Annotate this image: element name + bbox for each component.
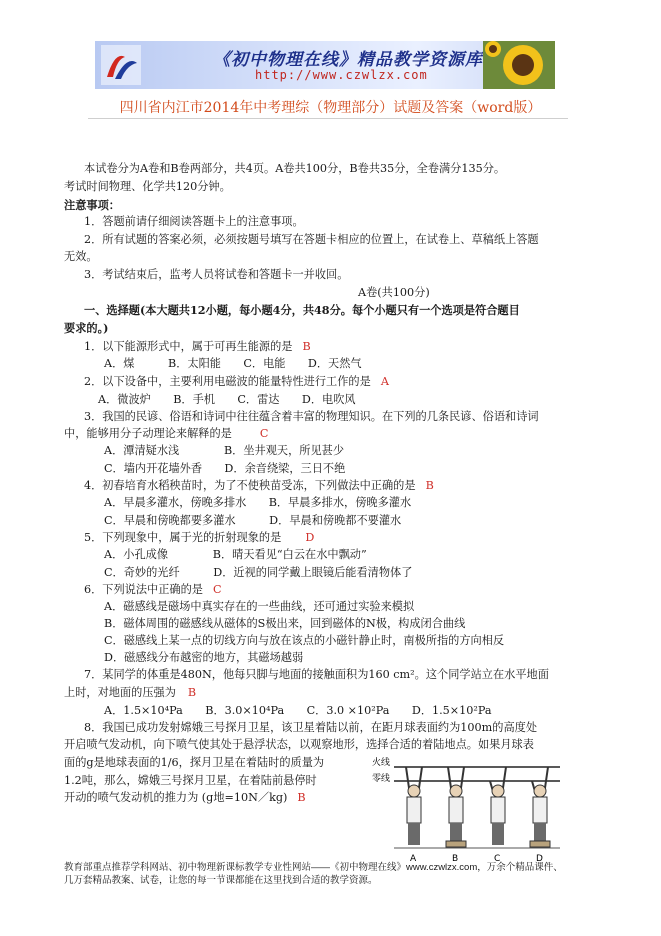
question-8-stem: 8．我国已成功发射嫦娥三号探月卫星，该卫星着陆以前，在距月球表面约为100m的高度处 [84,721,538,734]
person-d [530,767,550,847]
question-5-stem [84,531,314,545]
question-6-option-d: D．磁感线分布越密的地方，其磁场越弱 [104,651,304,664]
document-title: 四川省内江市2014年中考理综（物理部分）试题及答案（word版） [119,100,542,116]
question-stem-text: 5．下列现象中，属于光的折射现象的是 [84,531,282,544]
page-footer [64,861,604,887]
note-2-cont: 无效。 [64,250,98,263]
person-b [446,767,466,847]
question-stem-text: 6．下列说法中正确的是 [84,583,203,596]
answer-mark: B [187,686,197,699]
question-stem-text: 4．初春培育水稻秧苗时，为了不使秧苗受冻，下列做法中正确的是 [84,479,416,492]
question-stem-text: 中，能够用分子动理论来解释的是 [64,427,232,440]
question-3-options-ab: A．潭清疑水浅 B．坐井观天，所见甚少 [104,444,345,457]
question-6-option-b: B．磁体周围的磁感线从磁体的S极出来，回到磁体的N极，构成闭合曲线 [104,617,466,630]
answer-mark: C [213,583,222,596]
note-3: 3．考试结束后，监考人员将试卷和答题卡一并收回。 [84,268,349,281]
answer-mark: B [302,340,311,353]
question-2-stem [84,375,389,389]
footer-line-2: 几万套精品教案、试卷，让您的每一节课都能在这里找到合适的教学资源。 [64,875,378,886]
banner-title: 《初中物理在线》精品教学资源库 [213,50,483,70]
answer-mark: B [425,479,434,492]
logo-icon [101,45,141,85]
question-4-options-ab: A．早晨多灌水，傍晚多排水 B．早晨多排水，傍晚多灌水 [104,496,412,509]
note-2: 2．所有试题的答案必须，必须按题号填写在答题卡相应的位置上，在试卷上、草稿纸上答题 [84,233,539,246]
question-6-option-a: A．磁感线是磁场中真实存在的一些曲线，还可通过实验来模拟 [104,600,415,613]
intro-line-2: 考试时间物理、化学共120分钟。 [64,180,231,193]
question-6-stem [84,583,222,597]
question-8-line-3: 面的g是地球表面的1/6，探月卫星在着陆时的质量为 [64,756,325,769]
question-3-stem: 3．我国的民谚、俗语和诗词中往往蕴含着丰富的物理知识。在下列的几条民谚、俗语和诗词 [84,410,539,423]
circuit-safety-figure [370,755,562,867]
title-divider [88,118,568,119]
wire-label-live: 火线 [372,758,391,768]
question-3-options-cd: C．墙内开花墙外香 D．余音绕梁，三日不绝 [104,462,346,475]
notes-heading: 注意事项： [64,198,120,212]
part1-title-cont: 要求的。) [64,321,109,335]
question-8-line-5 [64,791,306,805]
section-a-label: A卷(共100分) [358,286,430,299]
person-a [406,767,422,845]
question-4-stem [84,479,434,493]
answer-mark: C [259,427,269,440]
question-stem-text: 2．以下设备中，主要利用电磁波的能量特性进行工作的是 [84,375,371,388]
option-label-d: D [536,854,543,864]
answer-mark: A [380,375,389,388]
question-8-line-2: 开启喷气发动机，向下喷气使其处于悬浮状态，以观察地形，选择合适的着陆地点。如果月球表 [64,738,534,751]
question-6-option-c: C．磁感线上某一点的切线方向与放在该点的小磁针静止时，南极所指的方向相反 [104,634,505,647]
question-5-options-cd: C．奇妙的光纤 D．近视的同学戴上眼镜后能看清物体了 [104,566,413,579]
question-7-stem: 7．某同学的体重是480N，他每只脚与地面的接触面积为160 cm²。这个同学站立在水平地面 [84,668,549,681]
footer-line-1: 教育部重点推荐学科网站、初中物理新课标教学专业性网站——《初中物理在线》www.czwlzx.com，万余个精品课件、 [64,862,563,873]
question-stem-text: 1．以下能源形式中，属于可再生能源的是 [84,340,293,353]
question-7-options: A．1.5×10⁴Pa B．3.0×10⁴Pa C．3.0 ×10²Pa D．1.5×10²Pa [104,704,492,717]
banner-url[interactable]: http://www.czwlzx.com [255,68,428,82]
person-c [490,767,506,845]
note-1: 1．答题前请仔细阅读答题卡上的注意事项。 [84,215,304,228]
question-8-line-4: 1.2吨，那么，嫦娥三号探月卫星，在着陆前悬停时 [64,774,317,787]
question-7-stem-cont [64,686,196,700]
wire-label-neutral: 零线 [372,774,391,784]
question-1-stem [84,340,311,354]
part1-title: 一、选择题(本大题共12小题，每小题4分，共48分。每个小题只有一个选项是符合题目 [84,303,520,317]
question-stem-text: 上时，对地面的压强为 [64,686,176,699]
option-label-a: A [410,854,417,864]
question-2-options: A．微波炉 B．手机 C．雷达 D．电吹风 [98,393,356,406]
question-5-options-ab: A．小孔成像 B．晴天看见“白云在水中飘动” [104,548,367,561]
answer-mark: D [305,531,315,544]
option-label-b: B [452,854,459,864]
sunflower-icon [483,41,555,89]
question-stem-text: 开动的喷气发动机的推力为 (g地=10N／kg) [64,791,288,804]
question-4-options-cd: C．早晨和傍晚都要多灌水 D．早晨和傍晚都不要灌水 [104,514,402,527]
question-1-options: A．煤 B．太阳能 C．电能 D．天然气 [104,357,362,370]
option-label-c: C [494,854,501,864]
intro-line-1: 本试卷分为A卷和B卷两部分，共4页。A卷共100分，B卷共35分，全卷满分135分。 [84,162,506,175]
answer-mark: B [297,791,306,804]
question-3-stem-cont [64,427,268,441]
header-banner [95,41,555,89]
